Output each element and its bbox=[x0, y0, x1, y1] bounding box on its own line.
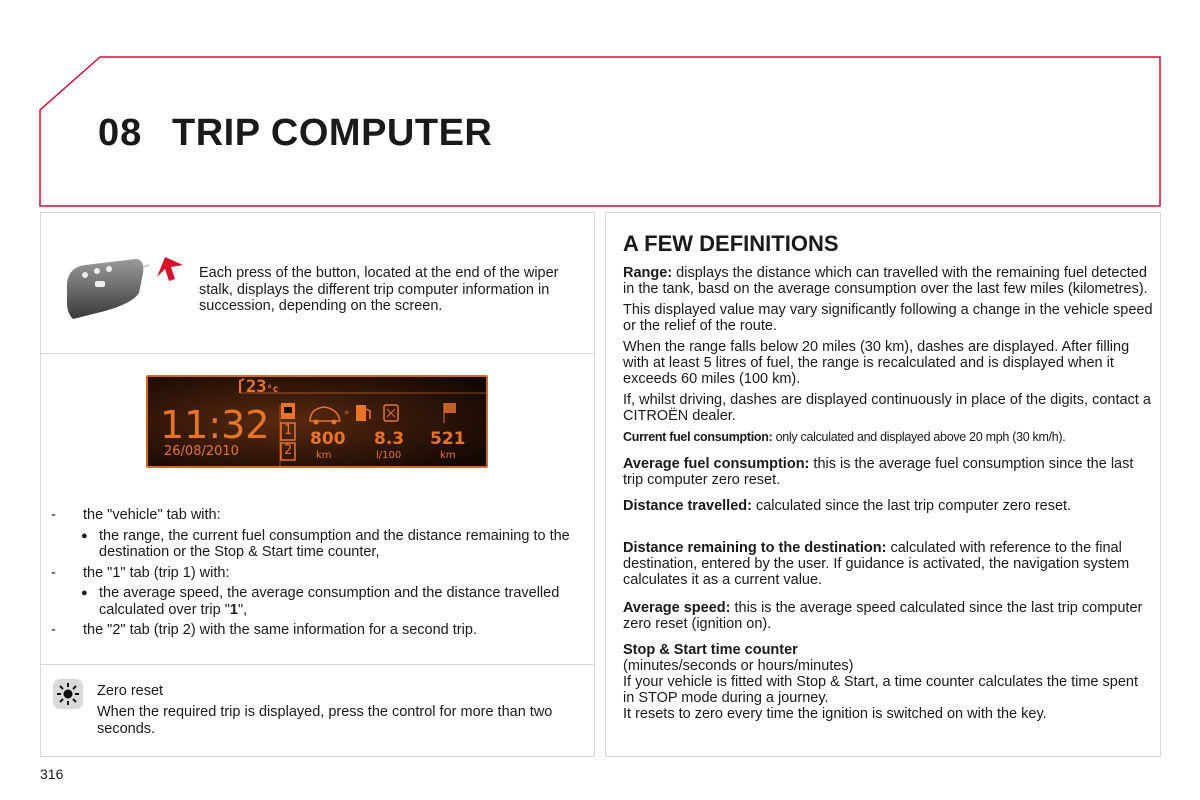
average-speed-definition: Average speed: this is the average speed calculated since the last trip computer zero reset (ignition on). bbox=[623, 600, 1143, 632]
chapter-title: TRIP COMPUTER bbox=[172, 112, 493, 154]
chapter-number: 08 bbox=[98, 112, 143, 154]
wiper-stalk-icon bbox=[65, 253, 185, 323]
temperature-unit: °c bbox=[266, 384, 279, 395]
list-item: - the "1" tab (trip 1) with: bbox=[51, 564, 230, 581]
consumption-unit: l/100 bbox=[376, 450, 402, 461]
range-unit: km bbox=[316, 450, 332, 461]
range-note-1: This displayed value may vary significantly following a change in the vehicle speed or the relief of the route. bbox=[623, 302, 1153, 334]
header-frame bbox=[0, 0, 1200, 210]
stop-start-line-1: (minutes/seconds or hours/minutes) bbox=[623, 658, 854, 674]
reset-button-icon bbox=[53, 679, 83, 709]
range-note-3: If, whilst driving, dashes are displayed continuously in place of the digits, contact a CITROËN dealer. bbox=[623, 392, 1151, 424]
distance-remaining-definition: Distance remaining to the destination: calculated with reference to the final destination, entered by the user. If guidance is activated, the navigation system calculates it as a current value. bbox=[623, 540, 1130, 588]
distance-travelled-definition: Distance travelled: calculated since the last trip computer zero reset. bbox=[623, 498, 1072, 514]
consumption-value: 8.3 bbox=[374, 429, 405, 449]
distance-unit: km bbox=[440, 450, 456, 461]
temperature-value: 23°c bbox=[246, 377, 279, 397]
range-value: 800 bbox=[310, 429, 346, 449]
stop-start-line-3: It resets to zero every time the ignition is switched on with the key. bbox=[623, 706, 1047, 722]
list-item: ● the range, the current fuel consumption and the distance remaining to the destination or the Stop & Start time counter, bbox=[81, 527, 570, 560]
distance-value: 521 bbox=[430, 429, 466, 449]
definitions-heading: A FEW DEFINITIONS bbox=[623, 231, 839, 256]
red-pointer-arrow bbox=[157, 257, 183, 281]
trip-computer-display bbox=[146, 375, 488, 468]
tab-1-label: 1 bbox=[284, 423, 293, 438]
list-item: - the "2" tab (trip 2) with the same information for a second trip. bbox=[51, 622, 477, 638]
display-date: 26/08/2010 bbox=[164, 444, 239, 459]
reset-title: Zero reset bbox=[97, 683, 164, 699]
list-item: ● the average speed, the average consumption and the distance travelled calculated over trip "1", bbox=[81, 585, 560, 618]
wiper-description: Each press of the button, located at the end of the wiper stalk, displays the different trip computer information in succession, depending on the screen. bbox=[199, 265, 559, 314]
section-divider bbox=[41, 664, 594, 665]
left-panel bbox=[40, 212, 595, 757]
stop-start-line-2: If your vehicle is fitted with Stop & Start, a time counter calculates the time spent in STOP mode during a journey. bbox=[623, 674, 1138, 706]
chapter-header bbox=[0, 0, 1200, 210]
stop-start-definition: Stop & Start time counter bbox=[623, 642, 798, 658]
range-note-2: When the range falls below 20 miles (30 km), dashes are displayed. After filling with at least 5 litres of fuel, the range is recalculated and is displayed when it exceeds 60 miles (100 km). bbox=[623, 339, 1130, 387]
average-consumption-definition: Average fuel consumption: this is the average fuel consumption since the last trip computer zero reset. bbox=[623, 456, 1134, 488]
tab-2-label: 2 bbox=[284, 443, 293, 458]
current-consumption-definition: Current fuel consumption: only calculated and displayed above 20 mph (30 km/h). bbox=[623, 430, 1066, 444]
page-number: 316 bbox=[40, 766, 64, 782]
svg-text:»: » bbox=[344, 408, 350, 418]
clock-time: 11:32 bbox=[160, 403, 270, 447]
right-panel bbox=[605, 212, 1161, 757]
list-item: - the "vehicle" tab with: bbox=[51, 507, 221, 523]
definitions-list bbox=[623, 265, 1153, 722]
section-divider bbox=[41, 353, 594, 354]
range-definition: Range: displays the distance which can travelled with the remaining fuel detected in the tank, basd on the average consumption over the last few miles (kilometres). bbox=[623, 265, 1148, 297]
reset-text: When the required trip is displayed, press the control for more than two seconds. bbox=[97, 704, 553, 737]
display-tabs-list bbox=[51, 507, 586, 643]
